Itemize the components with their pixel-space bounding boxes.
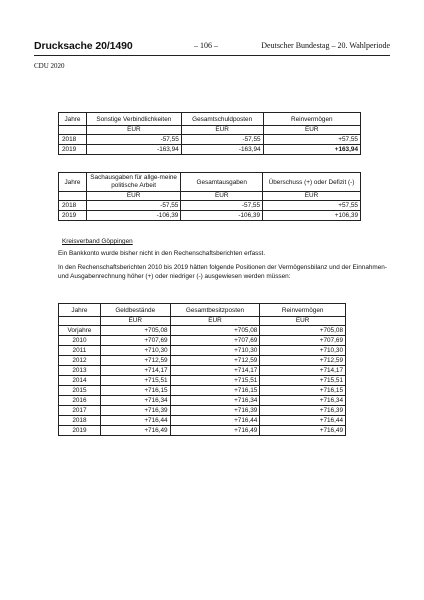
year-cell: 2018	[59, 201, 87, 211]
table-row	[59, 406, 346, 416]
value-cell: +163,94	[263, 145, 360, 155]
value-cell: +716,39	[100, 406, 170, 416]
year-cell: Vorjahre	[59, 326, 101, 336]
header-cell: Geldbestände	[100, 304, 170, 317]
value-cell: +707,69	[170, 336, 260, 346]
value-cell: +716,44	[260, 416, 346, 426]
value-cell: +714,17	[170, 366, 260, 376]
balance-table-goeppingen	[58, 303, 346, 436]
party-label: CDU 2020	[34, 62, 65, 70]
table-row	[59, 336, 346, 346]
value-cell: +714,17	[260, 366, 346, 376]
publication-title: Deutscher Bundestag – 20. Wahlperiode	[261, 41, 390, 50]
year-cell: 2013	[59, 366, 101, 376]
table-header-row	[59, 113, 361, 126]
table-row	[59, 346, 346, 356]
unit-row	[59, 317, 346, 326]
value-cell: -106,39	[86, 211, 180, 221]
document-number: Drucksache 20/1490	[34, 40, 133, 52]
value-cell: -57,55	[86, 201, 180, 211]
year-cell: 2019	[59, 145, 87, 155]
value-cell: +716,44	[170, 416, 260, 426]
table-row	[59, 386, 346, 396]
value-cell: +715,51	[170, 376, 260, 386]
unit-cell: EUR	[263, 126, 360, 135]
header-cell: Sonstige Verbindlichkeiten	[86, 113, 181, 126]
value-cell: +705,08	[170, 326, 260, 336]
value-cell: +716,39	[170, 406, 260, 416]
value-cell: -106,39	[181, 211, 263, 221]
header-cell: Reinvermögen	[260, 304, 346, 317]
value-cell: +712,59	[100, 356, 170, 366]
year-cell: 2016	[59, 396, 101, 406]
balance-table-1	[58, 112, 361, 155]
table-row	[59, 356, 346, 366]
paragraph: In den Rechenschaftsberichten 2010 bis 2019 hätten folgende Positionen der Vermögensbilanz und der Einnahmen- und Ausgabenrechnung höher (+) oder niedriger (-) ausgewiesen werden müssen:	[58, 264, 387, 280]
table-row	[59, 135, 361, 145]
table-row	[59, 145, 361, 155]
value-cell: +710,30	[260, 346, 346, 356]
page-number: – 106 –	[194, 41, 218, 50]
unit-cell: EUR	[181, 126, 263, 135]
table-row	[59, 426, 346, 436]
header-cell: Sachausgaben für allge-meine politische Arbeit	[86, 173, 180, 192]
header-cell: Jahre	[59, 173, 87, 192]
value-cell: +705,08	[100, 326, 170, 336]
value-cell: +716,34	[170, 396, 260, 406]
value-cell: +716,15	[260, 386, 346, 396]
value-cell: +712,59	[170, 356, 260, 366]
table-row	[59, 376, 346, 386]
table-header-row	[59, 173, 361, 192]
unit-cell	[59, 317, 101, 326]
table-row	[59, 366, 346, 376]
value-cell: +715,51	[260, 376, 346, 386]
value-cell: +716,49	[170, 426, 260, 436]
value-cell: -163,94	[86, 145, 181, 155]
year-cell: 2014	[59, 376, 101, 386]
value-cell: +716,34	[260, 396, 346, 406]
header-cell: Reinvermögen	[263, 113, 360, 126]
unit-cell: EUR	[260, 317, 346, 326]
value-cell: +710,30	[170, 346, 260, 356]
year-cell: 2010	[59, 336, 101, 346]
year-cell: 2015	[59, 386, 101, 396]
value-cell: +716,44	[100, 416, 170, 426]
value-cell: +716,49	[260, 426, 346, 436]
paragraph: Ein Bankkonto wurde bisher nicht in den Rechenschaftsberichten erfasst.	[58, 250, 266, 257]
unit-cell: EUR	[181, 192, 263, 201]
header-cell: Gesamtbesitzposten	[170, 304, 260, 317]
year-cell: 2018	[59, 135, 87, 145]
unit-cell: EUR	[86, 192, 180, 201]
unit-cell: EUR	[263, 192, 361, 201]
header-cell: Jahre	[59, 304, 101, 317]
year-cell: 2019	[59, 426, 101, 436]
value-cell: +707,69	[100, 336, 170, 346]
table-row	[59, 416, 346, 426]
value-cell: -57,55	[181, 135, 263, 145]
value-cell: -57,55	[181, 201, 263, 211]
value-cell: +715,51	[100, 376, 170, 386]
table-row	[59, 201, 361, 211]
value-cell: +716,15	[100, 386, 170, 396]
unit-cell: EUR	[86, 126, 181, 135]
value-cell: +712,59	[260, 356, 346, 366]
year-cell: 2011	[59, 346, 101, 356]
header-rule	[34, 55, 390, 56]
page-header	[34, 40, 390, 54]
value-cell: +714,17	[100, 366, 170, 376]
value-cell: -163,94	[181, 145, 263, 155]
table-header-row	[59, 304, 346, 317]
year-cell: 2018	[59, 416, 101, 426]
unit-row	[59, 126, 361, 135]
unit-cell	[59, 192, 87, 201]
year-cell: 2017	[59, 406, 101, 416]
value-cell: +716,15	[170, 386, 260, 396]
unit-row	[59, 192, 361, 201]
year-cell: 2012	[59, 356, 101, 366]
value-cell: +57,55	[263, 135, 360, 145]
value-cell: -57,55	[86, 135, 181, 145]
header-cell: Jahre	[59, 113, 87, 126]
unit-cell: EUR	[100, 317, 170, 326]
value-cell: +716,49	[100, 426, 170, 436]
value-cell: +716,39	[260, 406, 346, 416]
header-cell: Überschuss (+) oder Defizit (-)	[263, 173, 361, 192]
value-cell: +57,55	[263, 201, 361, 211]
header-cell: Gesamtschuldposten	[181, 113, 263, 126]
value-cell: +705,08	[260, 326, 346, 336]
table-row	[59, 396, 346, 406]
unit-cell: EUR	[170, 317, 260, 326]
year-cell: 2019	[59, 211, 87, 221]
table-row	[59, 211, 361, 221]
income-table	[58, 172, 361, 221]
table-row	[59, 326, 346, 336]
unit-cell	[59, 126, 87, 135]
section-title: Kreisverband Göppingen	[62, 238, 133, 245]
value-cell: +106,39	[263, 211, 361, 221]
header-cell: Gesamtausgaben	[181, 173, 263, 192]
value-cell: +707,69	[260, 336, 346, 346]
value-cell: +710,30	[100, 346, 170, 356]
value-cell: +716,34	[100, 396, 170, 406]
